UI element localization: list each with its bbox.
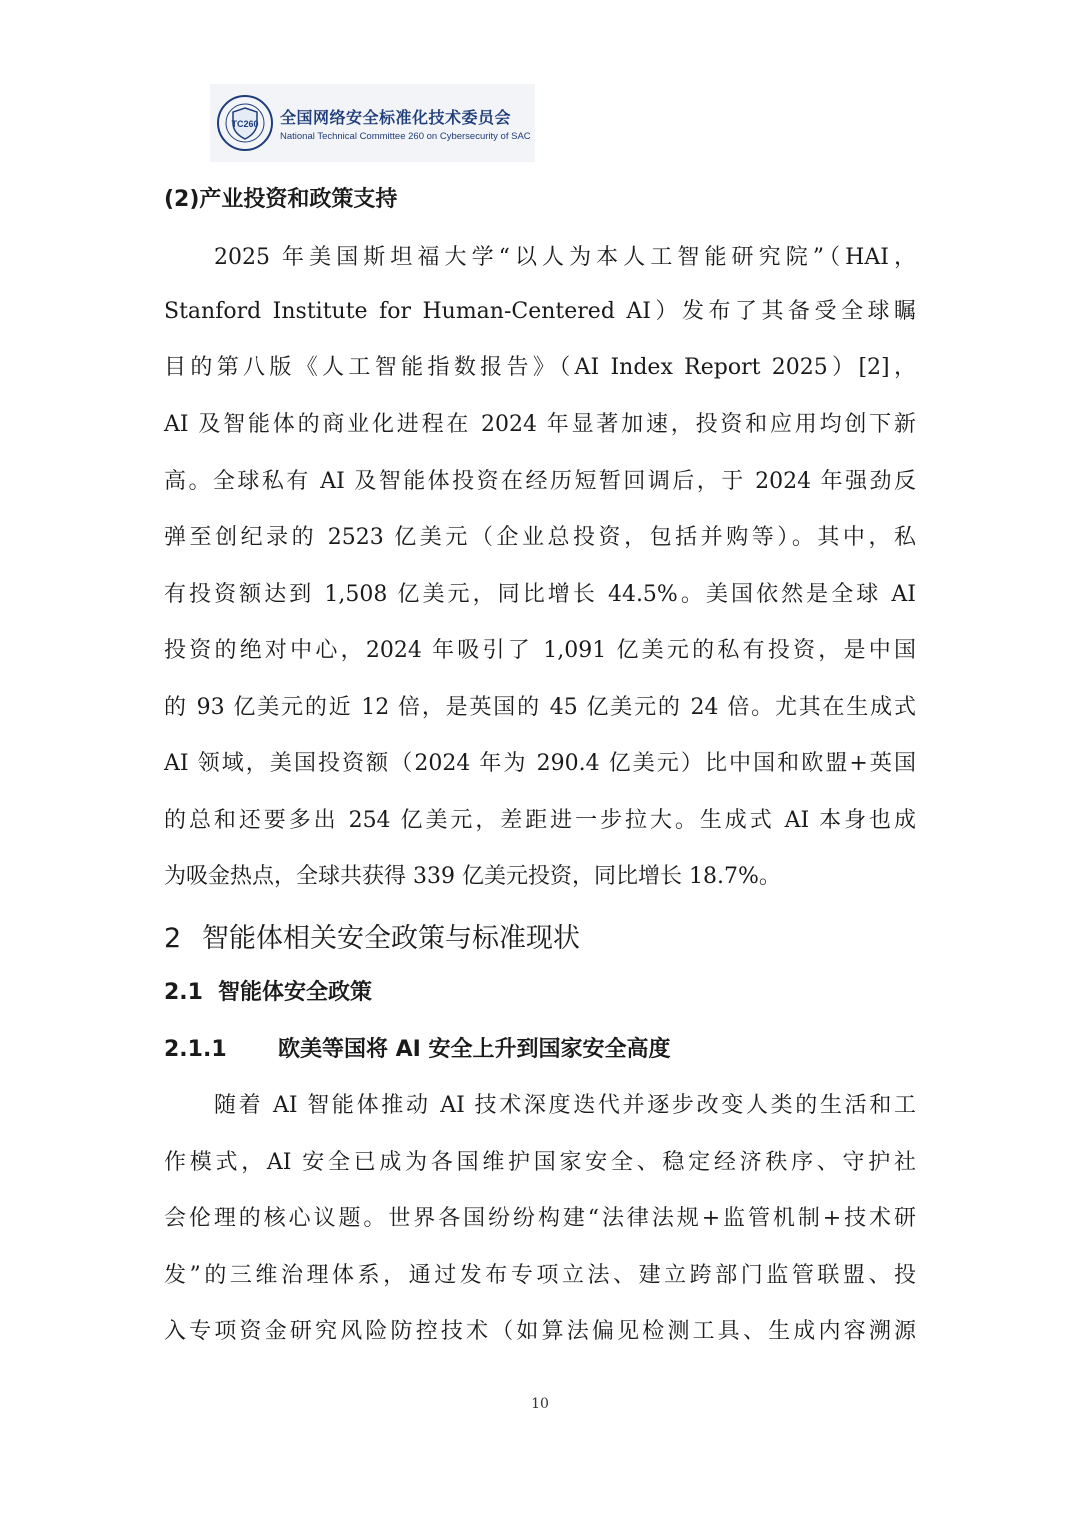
paragraph-line: 作模式，AI 安全已成为各国维护国家安全、稳定经济秩序、守护社 [164,1150,916,1175]
section-number: 2 [164,923,182,954]
org-name-en: National Technical Committee 260 on Cybersecurity of SAC [280,130,531,142]
paragraph-line: 的 93 亿美元的近 12 倍，是英国的 45 亿美元的 24 倍。尤其在生成式 [164,695,916,720]
paragraph-line: 弹至创纪录的 2523 亿美元（企业总投资，包括并购等）。其中，私 [164,525,916,550]
paragraph-line: 入专项资金研究风险防控技术（如算法偏见检测工具、生成内容溯源 [164,1319,916,1344]
paragraph-line: 有投资额达到 1,508 亿美元，同比增长 44.5%。美国依然是全球 AI [164,582,916,607]
paragraph-line: Stanford Institute for Human-Centered AI）发布了其备受全球瞩 [164,299,916,324]
paragraph-line: 的总和还要多出 254 亿美元，差距进一步拉大。生成式 AI 本身也成 [164,808,916,833]
page-number: 10 [531,1396,549,1412]
paragraph-line: 目的第八版《人工智能指数报告》（AI Index Report 2025）[2]， [164,355,916,380]
paragraph-line: 会伦理的核心议题。世界各国纷纷构建“法律法规+监管机制+技术研 [164,1206,916,1231]
subsection-heading [164,975,372,1006]
section-title: 智能体相关安全政策与标准现状 [202,923,580,954]
subsubsection-number: 2.1.1 [164,1037,227,1062]
paragraph-line: 发”的三维治理体系，通过发布专项立法、建立跨部门监管联盟、投 [164,1263,916,1288]
committee-logo [210,84,535,162]
org-name-cn: 全国网络安全标准化技术委员会 [280,107,512,127]
paragraph-line: 为吸金热点，全球共获得 339 亿美元投资，同比增长 18.7%。 [164,864,781,889]
subsubsection-title: 欧美等国将 AI 安全上升到国家安全高度 [278,1037,671,1062]
section-heading [164,916,580,955]
paragraph-line: AI 领域，美国投资额（2024 年为 290.4 亿美元）比中国和欧盟+英国 [164,751,916,776]
paragraph-line: 2025 年美国斯坦福大学“以人为本人工智能研究院”（HAI， [214,245,916,270]
tc260-seal-icon [216,94,274,152]
subsection-title: 智能体安全政策 [218,980,373,1005]
subsection-heading: (2)产业投资和政策支持 [164,187,398,212]
subsubsection-heading [164,1032,671,1063]
paragraph-line: 高。全球私有 AI 及智能体投资在经历短暂回调后，于 2024 年强劲反 [164,469,916,494]
subsection-number: 2.1 [164,980,203,1005]
paragraph-line: AI 及智能体的商业化进程在 2024 年显著加速，投资和应用均创下新 [164,412,916,437]
logo-badge-text: TC260 [231,119,259,129]
paragraph-line: 投资的绝对中心，2024 年吸引了 1,091 亿美元的私有投资，是中国 [164,638,916,663]
paragraph-line: 随着 AI 智能体推动 AI 技术深度迭代并逐步改变人类的生活和工 [214,1093,916,1118]
